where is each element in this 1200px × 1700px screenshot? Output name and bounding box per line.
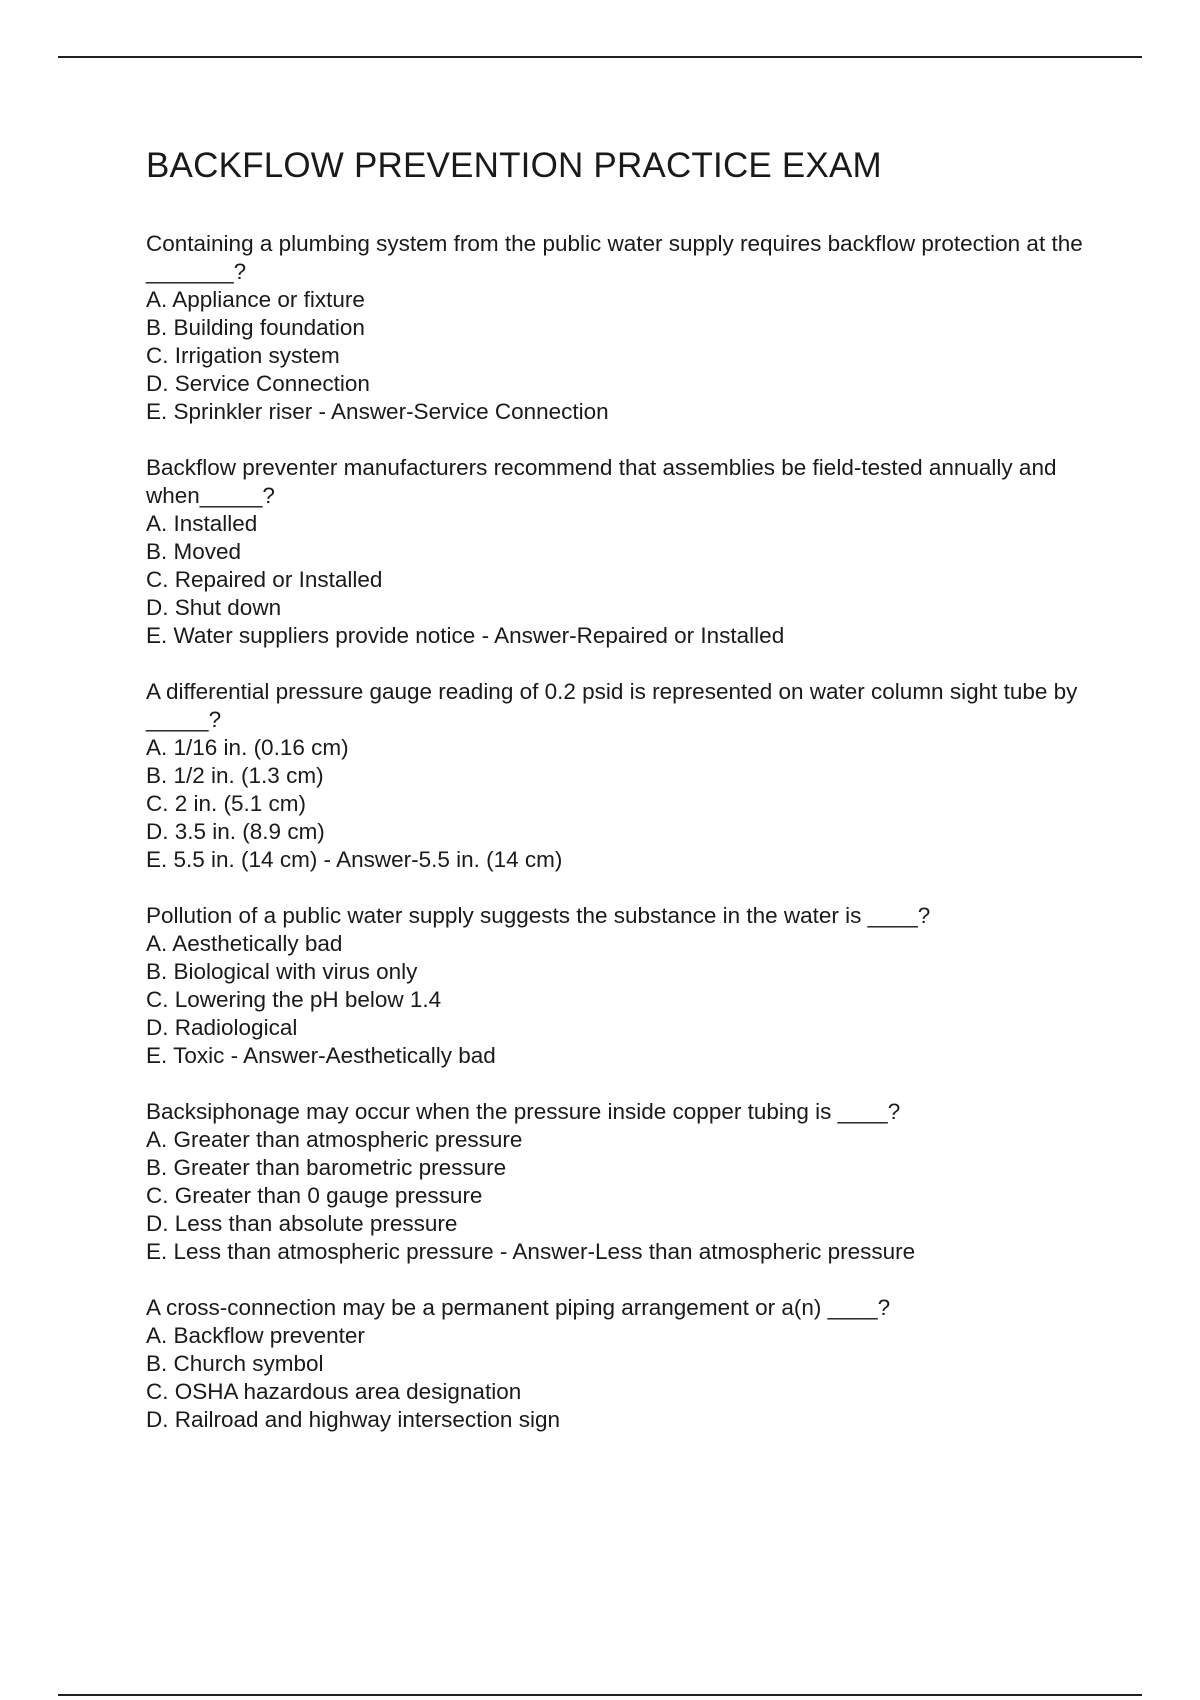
option-b: B. Church symbol (146, 1351, 324, 1376)
option-a: A. Aesthetically bad (146, 931, 343, 956)
question-text: A cross-connection may be a permanent piping arrangement or a(n) ____? (146, 1295, 891, 1320)
top-rule (58, 56, 1142, 58)
question-2 (146, 454, 1106, 650)
option-c: C. Lowering the pH below 1.4 (146, 987, 442, 1012)
question-1 (146, 230, 1106, 426)
option-d: D. Less than absolute pressure (146, 1211, 458, 1236)
question-text: A differential pressure gauge reading of 0.2 psid is represented on water column sight tube by _____? (146, 679, 1078, 732)
option-c: C. Greater than 0 gauge pressure (146, 1183, 483, 1208)
option-b: B. Moved (146, 539, 242, 564)
option-d: D. 3.5 in. (8.9 cm) (146, 819, 325, 844)
option-d: D. Railroad and highway intersection sign (146, 1407, 560, 1432)
question-text: Pollution of a public water supply suggests the substance in the water is ____? (146, 903, 931, 928)
question-text: Backsiphonage may occur when the pressure inside copper tubing is ____? (146, 1099, 901, 1124)
option-a: A. Backflow preventer (146, 1323, 365, 1348)
option-d: D. Service Connection (146, 371, 370, 396)
question-3 (146, 678, 1106, 874)
option-d: D. Radiological (146, 1015, 298, 1040)
option-c: C. 2 in. (5.1 cm) (146, 791, 307, 816)
question-4 (146, 902, 1106, 1070)
option-a: A. Appliance or fixture (146, 287, 365, 312)
page-title: BACKFLOW PREVENTION PRACTICE EXAM (146, 146, 882, 185)
option-c: C. OSHA hazardous area designation (146, 1379, 522, 1404)
bottom-rule (58, 1694, 1142, 1696)
option-a: A. 1/16 in. (0.16 cm) (146, 735, 349, 760)
exam-content (146, 140, 1106, 1462)
option-e: E. Water suppliers provide notice - Answer-Repaired or Installed (146, 623, 785, 648)
question-6 (146, 1294, 1106, 1434)
option-b: B. Greater than barometric pressure (146, 1155, 507, 1180)
option-e: E. Less than atmospheric pressure - Answer-Less than atmospheric pressure (146, 1239, 916, 1264)
option-b: B. Biological with virus only (146, 959, 418, 984)
option-d: D. Shut down (146, 595, 282, 620)
option-e: E. Toxic - Answer-Aesthetically bad (146, 1043, 496, 1068)
question-text: Backflow preventer manufacturers recommend that assemblies be field-tested annually and when_____? (146, 455, 1057, 508)
option-a: A. Installed (146, 511, 258, 536)
option-c: C. Repaired or Installed (146, 567, 383, 592)
option-e: E. Sprinkler riser - Answer-Service Connection (146, 399, 609, 424)
option-b: B. Building foundation (146, 315, 365, 340)
option-c: C. Irrigation system (146, 343, 340, 368)
option-a: A. Greater than atmospheric pressure (146, 1127, 523, 1152)
question-text: Containing a plumbing system from the public water supply requires backflow protection at the _______? (146, 231, 1083, 284)
option-b: B. 1/2 in. (1.3 cm) (146, 763, 324, 788)
option-e: E. 5.5 in. (14 cm) - Answer-5.5 in. (14 cm) (146, 847, 563, 872)
question-5 (146, 1098, 1106, 1266)
